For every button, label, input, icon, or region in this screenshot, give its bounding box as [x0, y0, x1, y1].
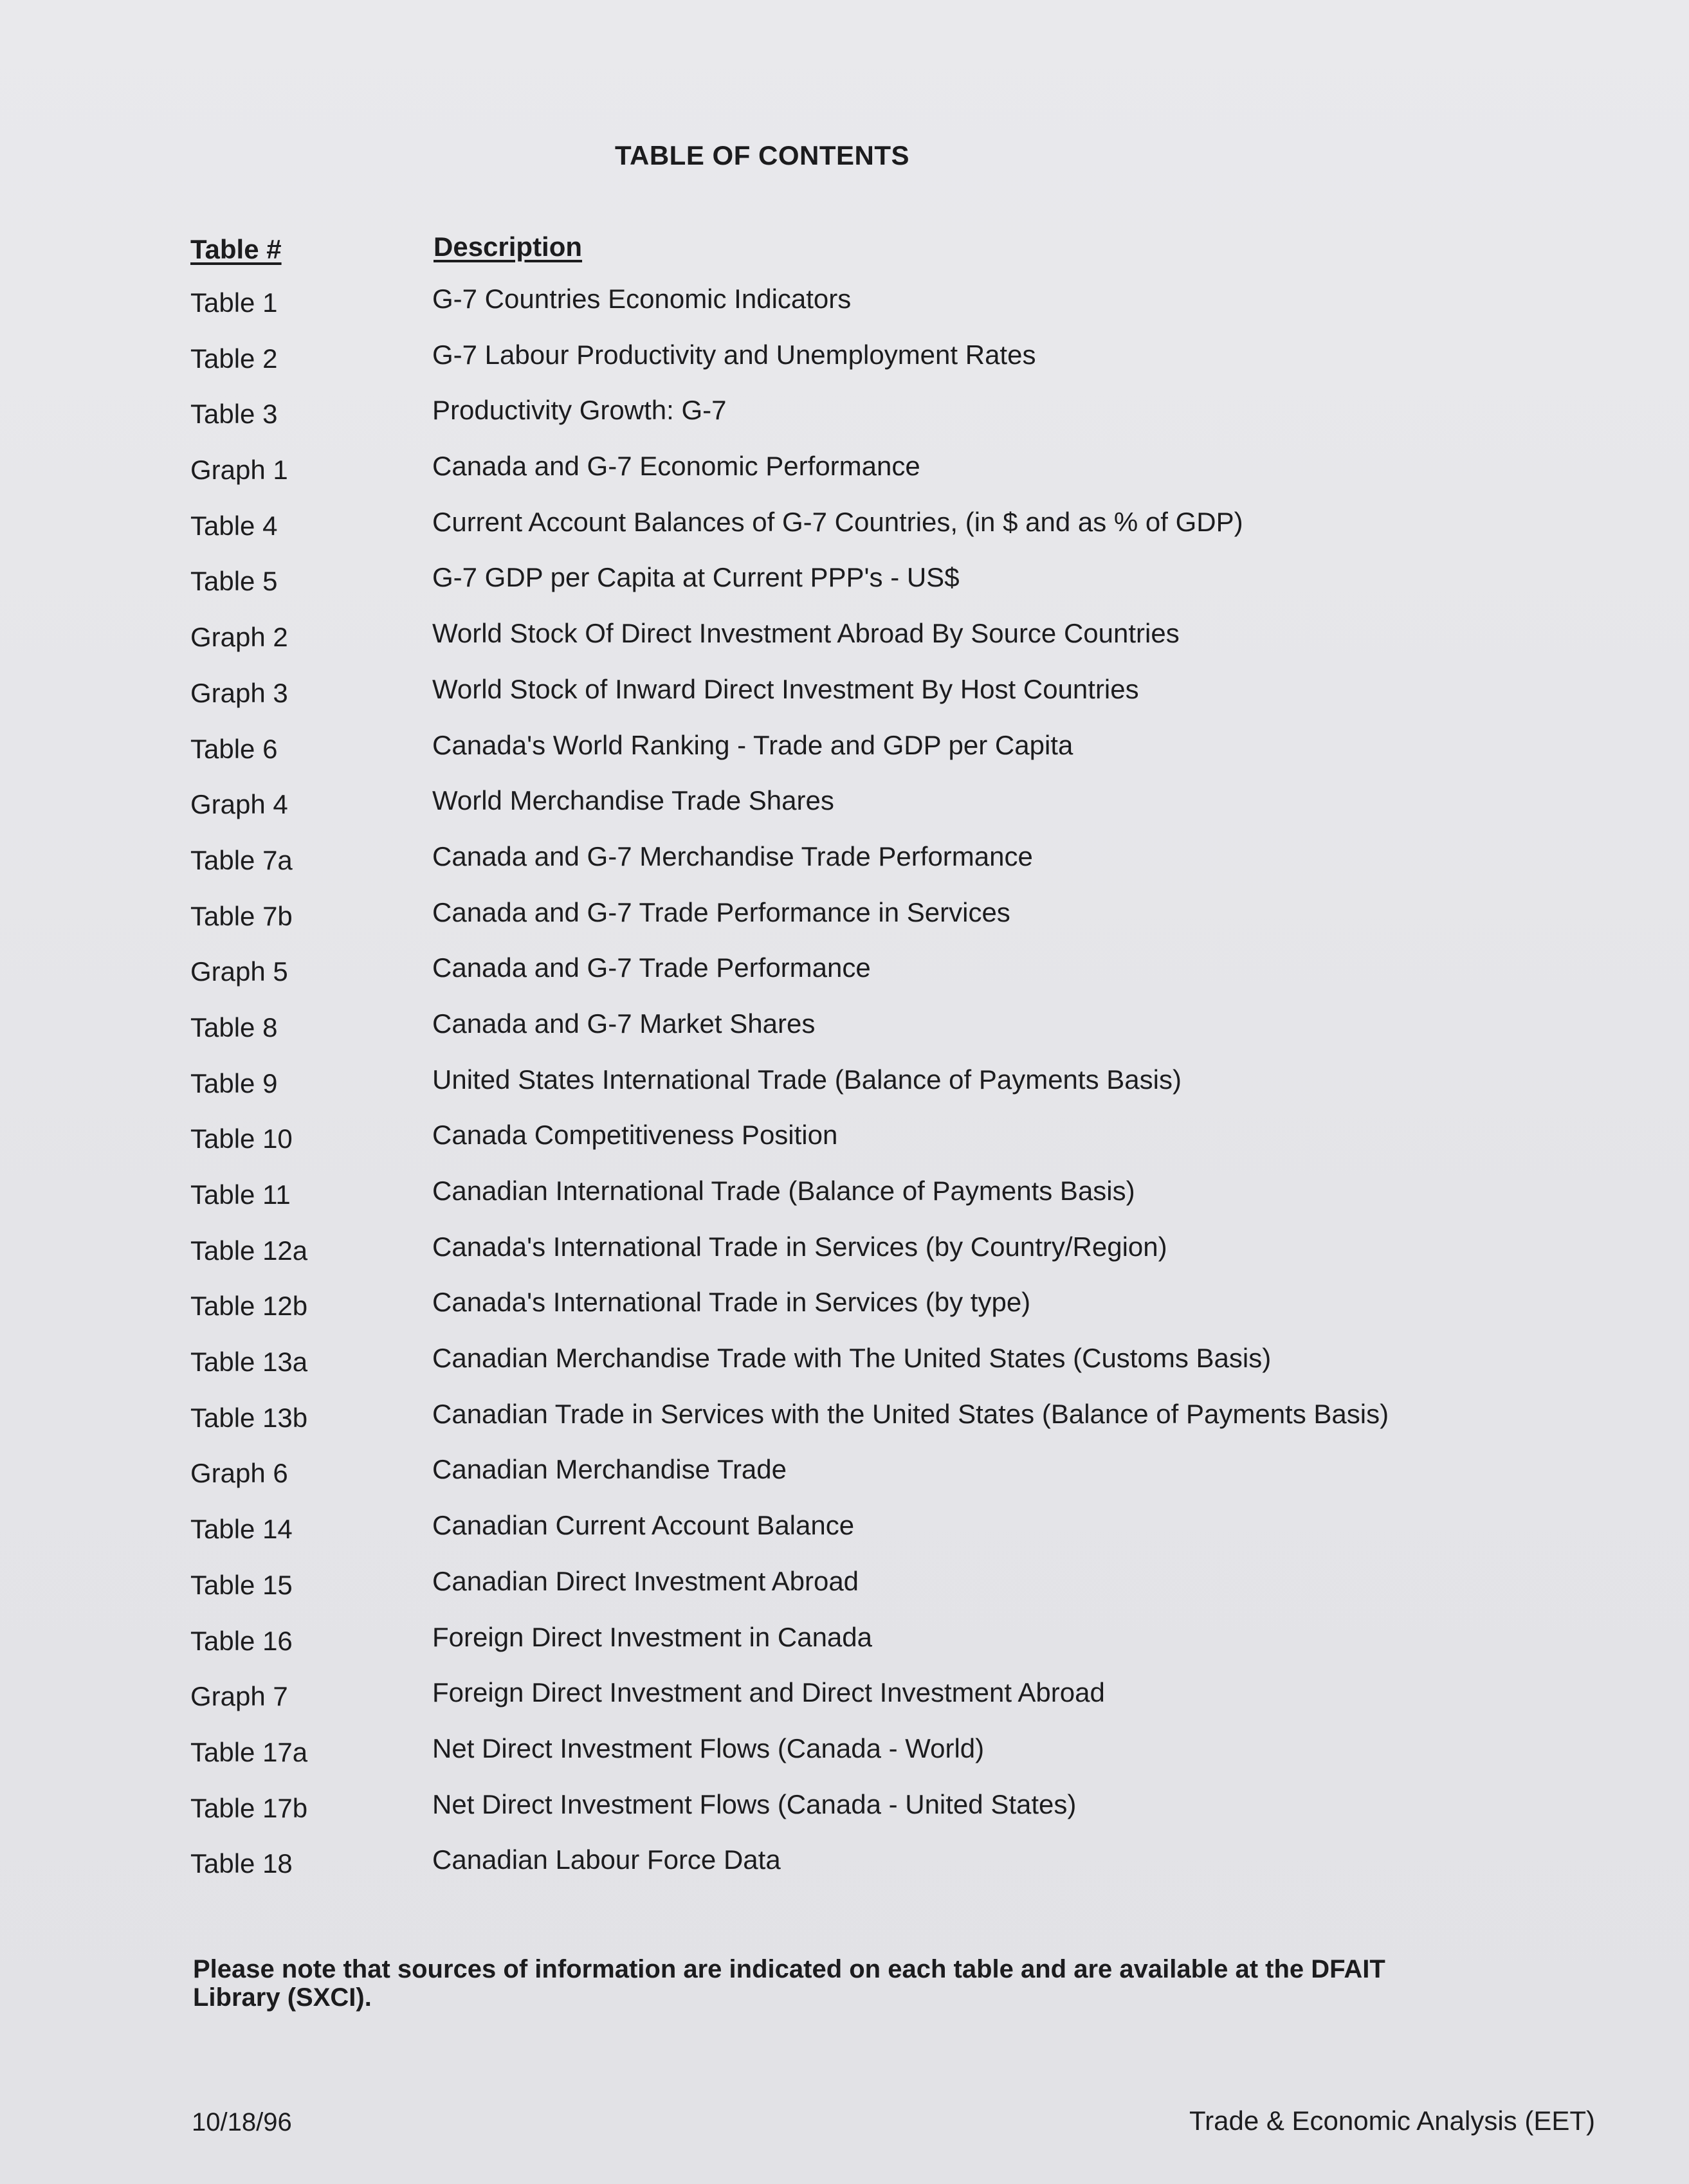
- entry-number: Table 10: [190, 1124, 293, 1154]
- entry-number: Table 12b: [190, 1291, 308, 1322]
- entry-description: Productivity Growth: G-7: [432, 395, 727, 426]
- contents-row: [0, 1286, 1689, 1342]
- entry-description: Canadian Trade in Services with the United States (Balance of Payments Basis): [432, 1398, 1389, 1429]
- entry-description: World Merchandise Trade Shares: [432, 785, 834, 816]
- contents-row: [0, 952, 1689, 1008]
- entry-description: Canada and G-7 Trade Performance: [432, 952, 871, 983]
- contents-row: [0, 1844, 1689, 1900]
- entry-description: Canada's International Trade in Services (by type): [432, 1287, 1031, 1318]
- entry-description: Canada's World Ranking - Trade and GDP per Capita: [432, 729, 1073, 760]
- entry-description: Canadian Current Account Balance: [432, 1510, 855, 1541]
- entry-number: Graph 6: [190, 1458, 288, 1489]
- entry-description: G-7 GDP per Capita at Current PPP's - US$: [432, 562, 960, 593]
- contents-row: [0, 1788, 1689, 1844]
- entry-description: Canadian Merchandise Trade: [432, 1454, 787, 1485]
- entry-description: Canada and G-7 Trade Performance in Services: [432, 896, 1010, 927]
- contents-list: [0, 283, 1689, 1900]
- entry-number: Graph 1: [190, 455, 288, 486]
- entry-description: G-7 Countries Economic Indicators: [432, 284, 852, 314]
- contents-row: [0, 561, 1689, 617]
- entry-number: Graph 2: [190, 622, 288, 653]
- contents-row: [0, 1453, 1689, 1509]
- contents-row: [0, 1565, 1689, 1621]
- contents-row: [0, 394, 1689, 450]
- entry-description: Foreign Direct Investment in Canada: [432, 1621, 872, 1652]
- contents-row: [0, 1621, 1689, 1677]
- contents-row: [0, 506, 1689, 562]
- entry-number: Table 12a: [190, 1235, 308, 1266]
- entry-number: Table 8: [190, 1012, 278, 1042]
- entry-description: Foreign Direct Investment and Direct Investment Abroad: [432, 1677, 1105, 1708]
- entry-number: Table 13b: [190, 1402, 308, 1433]
- entry-number: Table 5: [190, 566, 278, 597]
- entry-description: Net Direct Investment Flows (Canada - United States): [432, 1788, 1077, 1819]
- contents-row: [0, 1064, 1689, 1120]
- entry-description: World Stock of Inward Direct Investment By Host Countries: [432, 673, 1139, 704]
- contents-row: [0, 617, 1689, 673]
- entry-number: Table 2: [190, 343, 278, 374]
- entry-description: Canada and G-7 Economic Performance: [432, 451, 920, 482]
- entry-number: Table 7a: [190, 844, 293, 875]
- contents-row: [0, 1231, 1689, 1287]
- contents-row: [0, 785, 1689, 841]
- entry-description: G-7 Labour Productivity and Unemployment Rates: [432, 339, 1036, 370]
- contents-row: [0, 1398, 1689, 1454]
- entry-description: Canadian Labour Force Data: [432, 1844, 781, 1875]
- contents-row: [0, 1008, 1689, 1064]
- entry-description: Net Direct Investment Flows (Canada - World): [432, 1733, 985, 1763]
- entry-number: Graph 7: [190, 1681, 288, 1712]
- contents-row: [0, 339, 1689, 395]
- sources-note: Please note that sources of information are indicated on each table and are available at the DFAIT Library (SXCI).: [193, 1955, 1385, 2012]
- contents-row: [0, 1733, 1689, 1788]
- contents-row: [0, 1342, 1689, 1398]
- column-header-number: Table #: [190, 234, 282, 264]
- contents-row: [0, 729, 1689, 785]
- entry-description: Canada Competitiveness Position: [432, 1120, 838, 1151]
- entry-number: Table 14: [190, 1514, 293, 1545]
- contents-row: [0, 283, 1689, 339]
- page-title: TABLE OF CONTENTS: [614, 140, 910, 170]
- contents-row: [0, 1119, 1689, 1175]
- entry-number: Table 11: [190, 1179, 291, 1210]
- contents-row: [0, 1509, 1689, 1565]
- entry-number: Table 16: [190, 1625, 293, 1656]
- entry-description: Canadian Direct Investment Abroad: [432, 1565, 859, 1596]
- entry-description: World Stock Of Direct Investment Abroad By Source Countries: [432, 618, 1180, 649]
- entry-number: Table 4: [190, 510, 278, 541]
- entry-number: Graph 5: [190, 956, 288, 987]
- entry-number: Table 7b: [190, 900, 293, 931]
- entry-description: Canada and G-7 Merchandise Trade Performance: [432, 841, 1033, 871]
- entry-number: Table 6: [190, 733, 278, 764]
- contents-row: [0, 1175, 1689, 1231]
- contents-row: [0, 896, 1689, 952]
- contents-row: [0, 841, 1689, 896]
- entry-number: Table 1: [190, 287, 278, 318]
- entry-number: Table 17a: [190, 1736, 308, 1767]
- entry-number: Table 13a: [190, 1347, 308, 1378]
- entry-number: Graph 4: [190, 789, 288, 820]
- contents-row: [0, 450, 1689, 506]
- contents-row: [0, 673, 1689, 729]
- entry-number: Table 15: [190, 1569, 293, 1600]
- entry-description: Canadian International Trade (Balance of Payments Basis): [432, 1176, 1135, 1206]
- footer-date: 10/18/96: [192, 2108, 292, 2136]
- entry-number: Table 18: [190, 1848, 293, 1879]
- contents-row: [0, 1677, 1689, 1733]
- footer-department: Trade & Economic Analysis (EET): [1189, 2106, 1595, 2136]
- entry-description: Canada's International Trade in Services (by Country/Region): [432, 1231, 1167, 1262]
- entry-description: Canadian Merchandise Trade with The United States (Customs Basis): [432, 1343, 1272, 1374]
- entry-description: Current Account Balances of G-7 Countries, (in $ and as % of GDP): [432, 506, 1243, 537]
- entry-number: Graph 3: [190, 677, 288, 708]
- column-header-description: Description: [434, 232, 583, 262]
- entry-description: Canada and G-7 Market Shares: [432, 1008, 816, 1039]
- entry-number: Table 9: [190, 1068, 278, 1098]
- entry-number: Table 3: [190, 399, 278, 430]
- entry-number: Table 17b: [190, 1792, 308, 1823]
- entry-description: United States International Trade (Balance of Payments Basis): [432, 1064, 1182, 1095]
